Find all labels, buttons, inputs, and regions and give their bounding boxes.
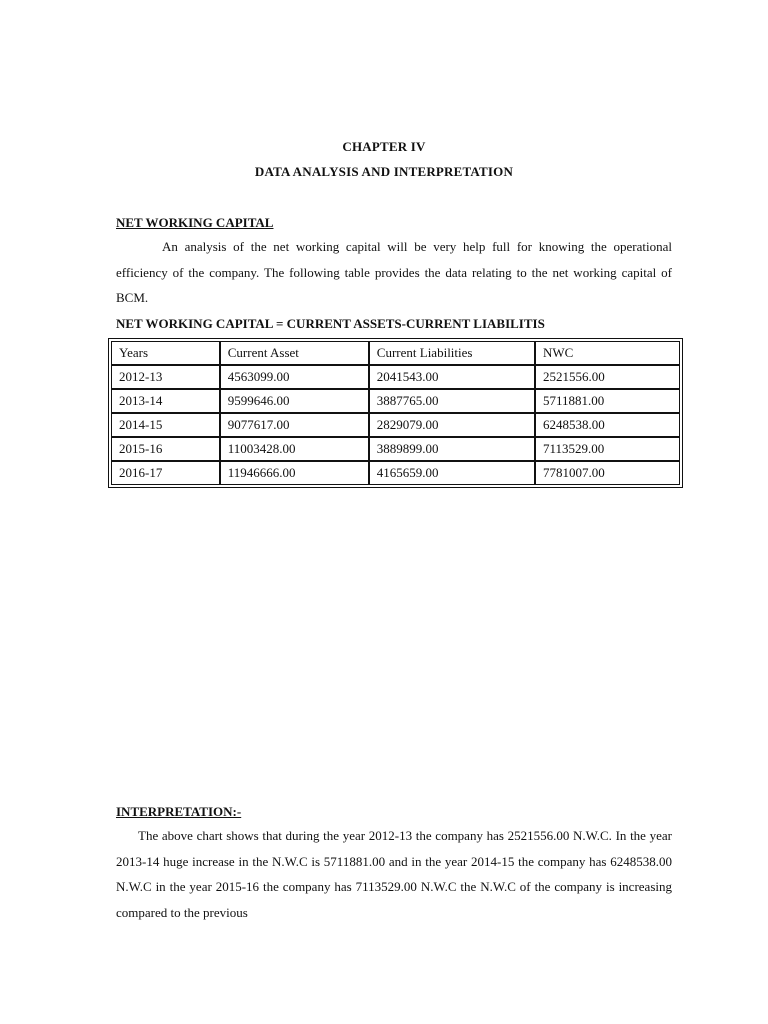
- table-cell: 4165659.00: [369, 461, 535, 485]
- table-row: [111, 437, 680, 461]
- table-cell: 2016-17: [111, 461, 220, 485]
- table-row: [111, 413, 680, 437]
- table-cell: 3887765.00: [369, 389, 535, 413]
- table-cell: 9077617.00: [220, 413, 369, 437]
- intro-paragraph: An analysis of the net working capital will be very help full for knowing the operational efficiency of the company. The following table provides the data relating to the net working capital of BCM.: [116, 239, 672, 305]
- header-cell-nwc: NWC: [535, 341, 680, 365]
- table-cell: 2013-14: [111, 389, 220, 413]
- header-cell-years: Years: [111, 341, 220, 365]
- table-cell: 7113529.00: [535, 437, 680, 461]
- table-cell: 2015-16: [111, 437, 220, 461]
- chapter-number: CHAPTER IV: [342, 139, 426, 154]
- chapter-title: DATA ANALYSIS AND INTERPRETATION: [254, 164, 514, 179]
- header-cell-current-asset: Current Asset: [220, 341, 369, 365]
- table-cell: 2012-13: [111, 365, 220, 389]
- table-header-row: [111, 341, 680, 365]
- nwc-table: [108, 338, 683, 488]
- table-cell: 2014-15: [111, 413, 220, 437]
- table-cell: 11946666.00: [220, 461, 369, 485]
- table-cell: 2521556.00: [535, 365, 680, 389]
- table-cell: 7781007.00: [535, 461, 680, 485]
- section-heading: NET WORKING CAPITAL: [116, 215, 274, 230]
- table-cell: 11003428.00: [220, 437, 369, 461]
- formula-heading: NET WORKING CAPITAL = CURRENT ASSETS-CURRENT LIABILITIS: [116, 316, 545, 331]
- interpretation-heading: INTERPRETATION:-: [116, 804, 242, 819]
- table-cell: 4563099.00: [220, 365, 369, 389]
- interpretation-paragraph: The above chart shows that during the year 2012-13 the company has 2521556.00 N.W.C. In the year 2013-14 huge increase in the N.W.C is 5711881.00 and in the year 2014-15 the company has 6248538.00 N.W.C in the year 2015-16 the company has 7113529.00 N.W.C the N.W.C of the company is increasing compared to the previous: [116, 828, 672, 920]
- table-row: [111, 365, 680, 389]
- table-cell: 6248538.00: [535, 413, 680, 437]
- header-cell-current-liabilities: Current Liabilities: [369, 341, 535, 365]
- table-cell: 2829079.00: [369, 413, 535, 437]
- table-cell: 9599646.00: [220, 389, 369, 413]
- table-row: [111, 461, 680, 485]
- table-cell: 2041543.00: [369, 365, 535, 389]
- table-cell: 5711881.00: [535, 389, 680, 413]
- table-row: [111, 389, 680, 413]
- table-cell: 3889899.00: [369, 437, 535, 461]
